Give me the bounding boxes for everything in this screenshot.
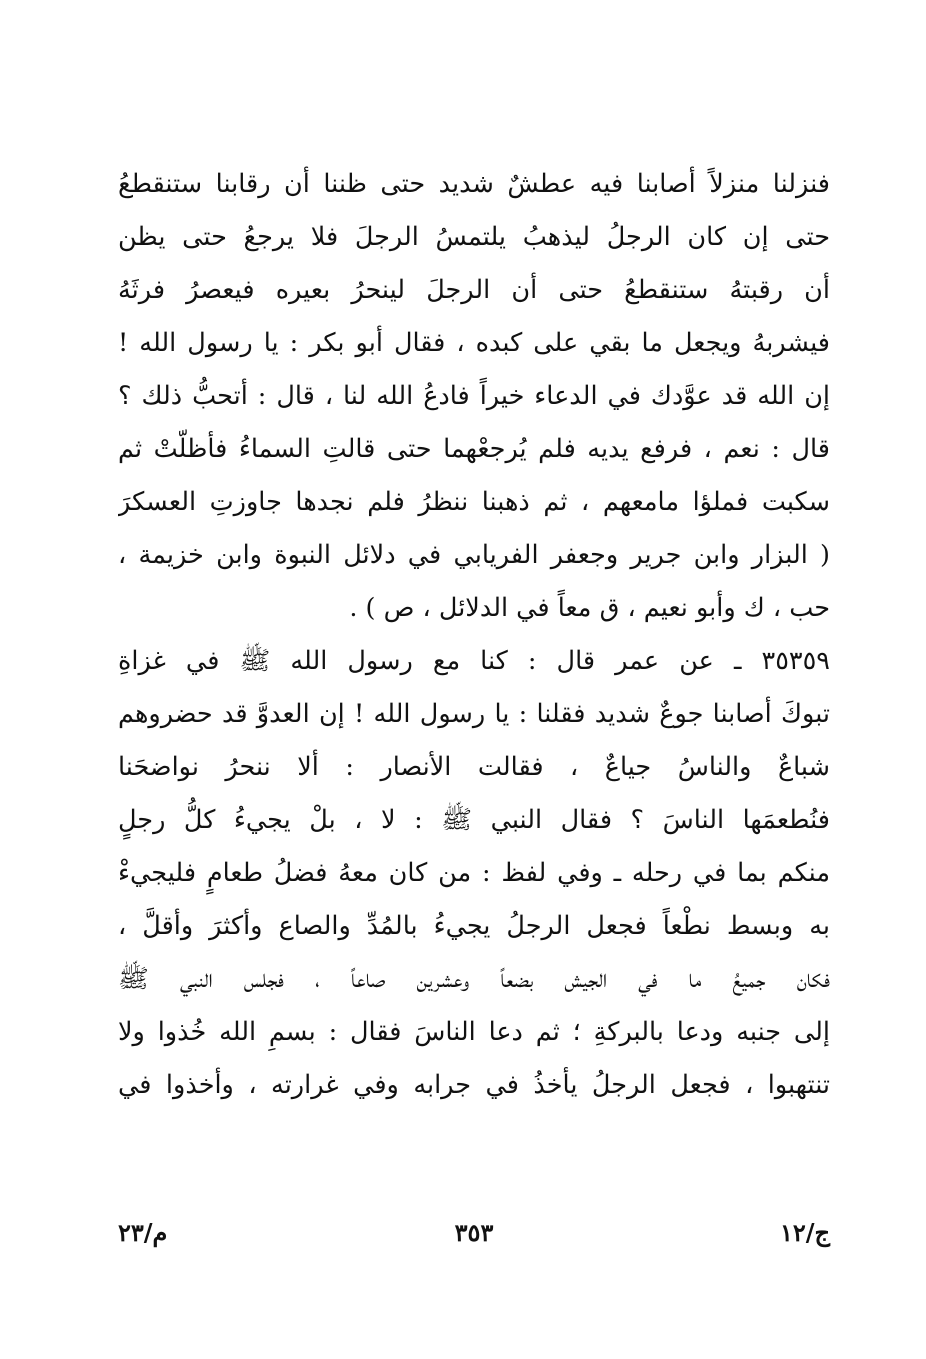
text-line: فكان جميعُ ما في الجيش بضعاً وعشرين صاعاً ، فجلس النبي ﷺ (118, 964, 830, 994)
text-line: تنتهبوا ، فجعل الرجلُ يأخذُ في جرابه وفي غرارته ، وأخذوا في (118, 1070, 830, 1100)
text-line: منكم بما في رحله ـ وفي لفظ : من كان معهُ فضلُ طعامٍ فليجيءْ (118, 858, 830, 888)
hadith-start-line: ٣٥٣٥٩ ـ عن عمر قال : كنا مع رسول الله ﷺ في غزاةِ (118, 646, 830, 676)
citation-line: ( البزار وابن جرير وجعفر الفريابي في دلائل النبوة وابن خزيمة ، (118, 540, 830, 570)
signature-mark: م/٢٣ (118, 1218, 168, 1247)
text-line: إلى جنبه ودعا بالبركةِ ؛ ثم دعا الناسَ فقال : بسمِ الله خُذوا ولا (118, 1017, 830, 1047)
page-number: ٣٥٣ (454, 1218, 494, 1247)
text-line: فنزلنا منزلاً أصابنا فيه عطشٌ شديد حتى ظننا أن رقابنا ستنقطعُ (118, 169, 830, 199)
text-line: به وبسط نطْعاً فجعل الرجلُ يجيءُ بالمُدِّ والصاع وأكثرَ وأقلَّ ، (118, 911, 830, 941)
page-footer (118, 1218, 830, 1258)
text-line: شباعٌ والناسُ جياعٌ ، فقالت الأنصار : ألا ننحرُ نواضحَنا (118, 752, 830, 782)
text-line: تبوكَ أصابنا جوعٌ شديد فقلنا : يا رسول الله ! إن العدوَّ قد حضروهم (118, 699, 830, 729)
text-line: إن الله قد عوَّدك في الدعاء خيراً فادعُ الله لنا ، قال : أتحبُّ ذلك ؟ (118, 381, 830, 411)
volume-number: ج/١٢ (779, 1218, 830, 1247)
text-line: فيشربهُ ويجعل ما بقي على كبده ، فقال أبو بكر : يا رسول الله ! (118, 328, 830, 358)
text-line: قال : نعم ، فرفع يديه فلم يُرجعْهما حتى قالتِ السماءُ فأظلّتْ ثم (118, 434, 830, 464)
text-line: سكبت فملؤا مامعهم ، ثم ذهبنا ننظرُ فلم نجدها جاوزتِ العسكرَ (118, 487, 830, 517)
text-line: حتى إن كان الرجلُ ليذهبُ يلتمسُ الرجلَ فلا يرجعُ حتى يظن (118, 222, 830, 252)
citation-line: حب ، ك وأبو نعيم ، ق معاً في الدلائل ، ص ) . (349, 593, 830, 623)
text-line: أن رقبتهُ ستنقطعُ حتى أن الرجلَ لينحرُ بعيره فيعصرُ فرثَهُ (118, 275, 830, 305)
text-line: فنُطعمَها الناسَ ؟ فقال النبي ﷺ : لا ، بلْ يجيءُ كلُّ رجلٍ (118, 805, 830, 835)
body-text (118, 158, 830, 1112)
